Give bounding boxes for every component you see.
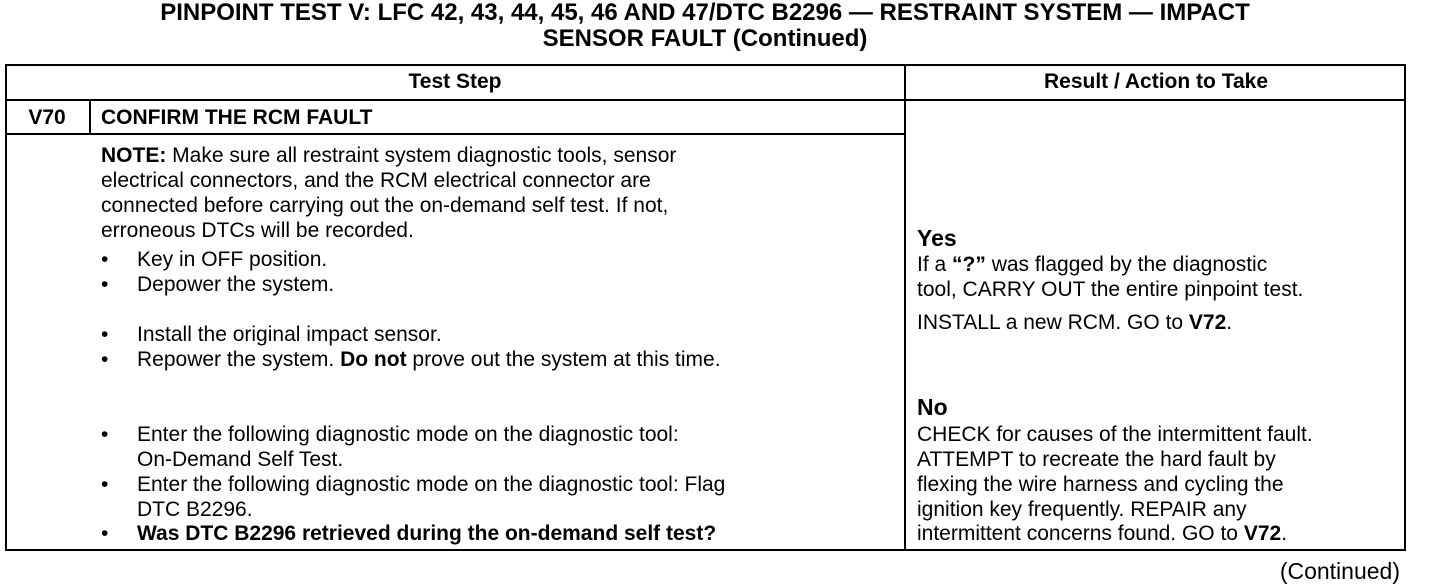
- note-label: NOTE:: [101, 144, 167, 167]
- bullet-3-marker: •: [101, 323, 109, 346]
- result-yes-label: Yes: [917, 225, 957, 251]
- bullet-4-marker: •: [101, 348, 109, 371]
- result-no-line-3: flexing the wire harness and cycling the: [917, 473, 1284, 496]
- step-title: CONFIRM THE RCM FAULT: [101, 106, 373, 129]
- page-title: [0, 0, 1410, 52]
- bullet-7-question: Was DTC B2296 retrieved during the on-demand self test?: [137, 522, 717, 545]
- result-no-line-1: CHECK for causes of the intermittent fault.: [917, 423, 1313, 446]
- step-id-divider: [89, 101, 91, 135]
- no-l5-post: .: [1281, 522, 1288, 545]
- yes-l3-step-ref: V72: [1188, 311, 1227, 334]
- bullet-3-text: Install the original impact sensor.: [137, 323, 442, 346]
- bullet-2-marker: •: [101, 273, 109, 296]
- bullet-4-pre: Repower the system.: [137, 348, 341, 371]
- bullet-6-line-1: Enter the following diagnostic mode on the diagnostic tool: Flag: [137, 473, 726, 496]
- note-line-2: electrical connectors, and the RCM electrical connector are: [101, 169, 651, 192]
- result-yes-line-3: [917, 310, 1232, 335]
- yes-l1-pre: If a: [917, 253, 953, 276]
- bullet-5-marker: •: [101, 423, 109, 446]
- bullet-4-emphasis: Do not: [340, 348, 407, 371]
- bullet-6-line-2: DTC B2296.: [137, 498, 253, 521]
- result-yes-line-2: tool, CARRY OUT the entire pinpoint test.: [917, 278, 1304, 301]
- bullet-1-text: Key in OFF position.: [137, 248, 328, 271]
- note-line-3: connected before carrying out the on-demand self test. If not,: [101, 194, 669, 217]
- header-test-step: Test Step: [408, 70, 502, 93]
- note-line-1: [101, 143, 676, 168]
- bullet-2-text: Depower the system.: [137, 273, 335, 296]
- result-no-line-5: [917, 521, 1287, 546]
- no-l5-pre: intermittent concerns found. GO to: [917, 522, 1244, 545]
- bullet-6-marker: •: [101, 473, 109, 496]
- yes-l1-symbol: “?”: [952, 253, 986, 276]
- no-l5-step-ref: V72: [1243, 522, 1282, 545]
- bullet-5-line-1: Enter the following diagnostic mode on the diagnostic tool:: [137, 423, 679, 446]
- title-line-2: SENSOR FAULT (Continued): [542, 25, 868, 52]
- title-line-1: PINPOINT TEST V: LFC 42, 43, 44, 45, 46 AND 47/DTC B2296 — RESTRAINT SYSTEM — IMPACT: [160, 0, 1250, 26]
- bullet-4-text: [137, 347, 721, 372]
- bullet-1-marker: •: [101, 248, 109, 271]
- yes-l3-pre: INSTALL a new RCM. GO to: [917, 311, 1189, 334]
- result-no-label: No: [917, 394, 948, 420]
- note-line-4: erroneous DTCs will be recorded.: [101, 219, 414, 242]
- header-result-action: Result / Action to Take: [1043, 70, 1269, 93]
- note-text-1: Make sure all restraint system diagnostic tools, sensor: [166, 144, 677, 167]
- result-yes-line-1: [917, 252, 1267, 277]
- step-id: V70: [28, 106, 66, 129]
- bullet-5-line-2: On-Demand Self Test.: [137, 448, 344, 471]
- continued-label: (Continued): [1279, 558, 1400, 584]
- result-no-line-2: ATTEMPT to recreate the hard fault by: [917, 448, 1276, 471]
- yes-l1-post: was flagged by the diagnostic: [985, 253, 1268, 276]
- column-divider: [904, 64, 906, 551]
- bullet-4-post: prove out the system at this time.: [406, 348, 721, 371]
- yes-l3-post: .: [1226, 311, 1233, 334]
- bullet-7-marker: •: [101, 522, 109, 545]
- result-no-line-4: ignition key frequently. REPAIR any: [917, 498, 1247, 521]
